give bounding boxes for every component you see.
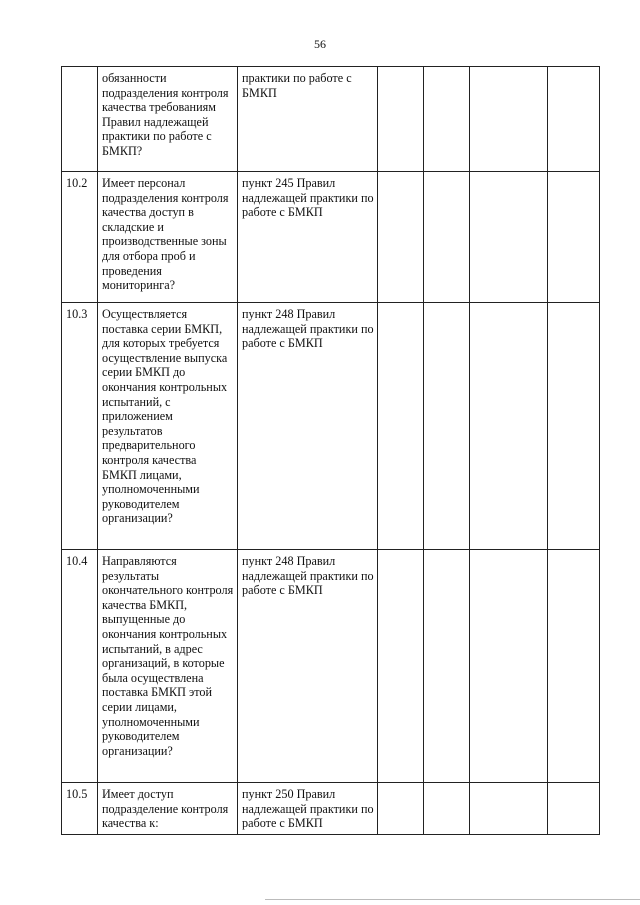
question-cell: Осуществляется поставка серии БМКП, для которых требуется осуществление выпуска серии БМКП до окончания контрольных испытаний, с приложением результатов предварительного контроля качества БМКП лицами, уполномоченными руководителем организации?	[98, 303, 238, 550]
answer-cell-na	[470, 550, 548, 783]
answer-cell-yes	[378, 303, 424, 550]
answer-cell-no	[424, 67, 470, 172]
table-row	[62, 550, 600, 783]
table-row	[62, 303, 600, 550]
notes-cell	[548, 550, 600, 783]
reference-cell: пункт 250 Правил надлежащей практики по работе с БМКП	[238, 783, 378, 835]
table-row	[62, 783, 600, 835]
answer-cell-na	[470, 67, 548, 172]
question-cell: Имеет персонал подразделения контроля качества доступ в складские и производственные зоны для отбора проб и проведения мониторинга?	[98, 172, 238, 303]
notes-cell	[548, 783, 600, 835]
table-row	[62, 172, 600, 303]
row-number: 10.2	[62, 172, 98, 303]
question-cell: обязанности подразделения контроля качества требованиям Правил надлежащей практики по работе с БМКП?	[98, 67, 238, 172]
answer-cell-no	[424, 783, 470, 835]
table-row	[62, 67, 600, 172]
row-number: 10.4	[62, 550, 98, 783]
row-number: 10.5	[62, 783, 98, 835]
question-cell: Имеет доступ подразделение контроля качества к:	[98, 783, 238, 835]
answer-cell-na	[470, 303, 548, 550]
notes-cell	[548, 67, 600, 172]
answer-cell-yes	[378, 67, 424, 172]
checklist-table	[61, 66, 600, 835]
answer-cell-no	[424, 550, 470, 783]
row-number: 10.3	[62, 303, 98, 550]
notes-cell	[548, 303, 600, 550]
reference-cell: пункт 248 Правил надлежащей практики по работе с БМКП	[238, 550, 378, 783]
answer-cell-yes	[378, 783, 424, 835]
answer-cell-yes	[378, 172, 424, 303]
reference-cell: пункт 245 Правил надлежащей практики по работе с БМКП	[238, 172, 378, 303]
question-cell: Направляются результаты окончательного контроля качества БМКП, выпущенные до окончания контрольных испытаний, в адрес организаций, в которые была осуществлена поставка БМКП этой серии лицами, уполномоченными руководителем организации?	[98, 550, 238, 783]
scan-edge-line	[265, 899, 640, 900]
answer-cell-na	[470, 172, 548, 303]
page-number: 56	[314, 37, 326, 51]
reference-cell: практики по работе с БМКП	[238, 67, 378, 172]
row-number	[62, 67, 98, 172]
reference-cell: пункт 248 Правил надлежащей практики по работе с БМКП	[238, 303, 378, 550]
notes-cell	[548, 172, 600, 303]
answer-cell-na	[470, 783, 548, 835]
answer-cell-no	[424, 172, 470, 303]
answer-cell-yes	[378, 550, 424, 783]
answer-cell-no	[424, 303, 470, 550]
